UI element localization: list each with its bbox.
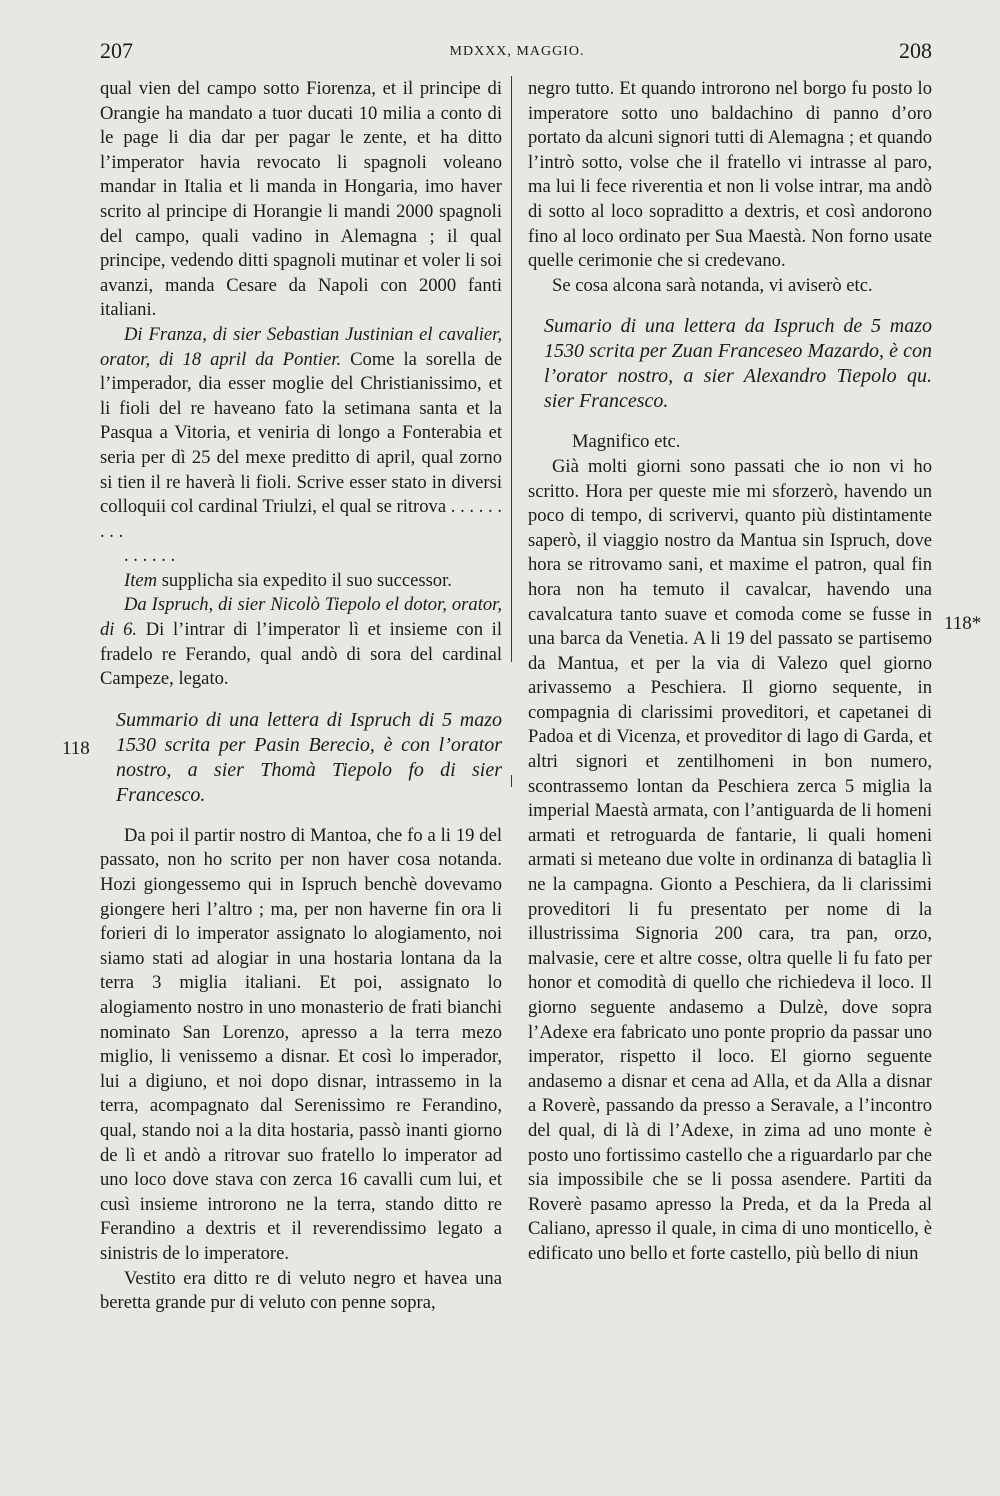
paragraph <box>100 569 502 594</box>
ellipsis-line: . . . . . . <box>124 545 176 567</box>
paragraph-text: Come la sorella de l’imperador, dia esser moglie del Christianissimo, et li fioli del re haveano fato la setimana santa et la Pasqua a Vitoria, et veniria di longo a Fonterabia et seria per dì 25 del mexe preditto di april, qual zorno si tien il re haverà li fioli. Scrive esser stato in diversi colloquii col cardinal Triulzi, el qual se ritrova . . . . . . . . . <box>100 348 502 542</box>
column-divider <box>511 76 512 662</box>
column-divider-mark <box>511 775 512 787</box>
paragraph: Già molti giorni sono passati che io non vi ho scritto. Hora per queste mie mi sforzerò, havendo un poco di tempo, di scrivervi, quanto più distintamente saperò, il viaggio nostro da Mantua sin Ispruch, dove hora se ritrovamo sani, et maxime el patron, qual fin hora non ha temuto il cavalcar, havendo una cavalcatura tanto suave et comoda come se fusse in una barca da Venetia. A li 19 del passato se partisemo da Mantua, et per la via di Valezo quel giorno arivassemo a Peschiera. Il giorno sequente, in compagnia di clarissimi proveditori, et capetanei di Padoa et di Vicenza, et proveditor di lago di Garda, et altri signori et zentilhomeni in bon numero, scontrassemo lontan da Peschiera zerca 5 miglia la imperial Maestà armata, con l’antiguarda de li homeni armati et retroguarda de fantarie, li quali homeni armati si meteano due volte in ordinanza di bataglia lì ne la campagna. Gionto a Peschiera, da li clarissimi proveditori li fu presentato per nome di la illustrissima Signoria 200 cara, tra pan, orzo, malvasie, cere et altre cosse, oltra quelle li fu fato per honor et comodità di quello che richiedeva il loco. Il giorno seguente andasemo a Dulzè, dove sopra l’Adexe era fabricato uno ponte proprio da passar uno imperator, rispetto il loco. El giorno seguente andasemo a disnar et cena ad Alla, et da Alla a disnar a Roverè, passando da presso a Seravale, a l’incontro del qual, di là di l’Adexe, in zima ad uno monte è posto uno fortissimo castello che a riguardarlo par che sia impossibile che se li possa asendere. Partiti da Roverè pasamo apresso la Preda, et da la Preda al Caliano, apresso il quale, in cima di uno monticello, è edificato uno bello et forte castello, più bello di niun <box>528 455 932 1264</box>
left-column <box>100 77 502 1316</box>
summary-heading: Summario di una lettera di Ispruch di 5 mazo 1530 scrita per Pasin Berecio, è con l’orator nostro, a sier Thomà Tiepolo fo di sier Francesco. <box>116 708 502 806</box>
paragraph: negro tutto. Et quando introrono nel borgo fu posto lo imperatore sotto uno baldachino di panno d’oro portato da alcuni signori tutti di Alemagna ; et quando l’intrò sotto, volse che il fratello vi intrasse al paro, ma lui li fece riverentia et non li volse intrar, ma andò di sotto al loco sopraditto a dextris, et così andorono fino al loco ordinato per Sua Maestà. Non forno usate quelle cerimonie che si credevano. <box>528 78 932 272</box>
right-column <box>528 77 932 1267</box>
italic-heading: Item <box>124 569 158 591</box>
margin-number-right: 118* <box>944 613 982 634</box>
margin-number-left: 118 <box>62 738 90 759</box>
running-title: MDXXX, MAGGIO. <box>449 44 585 59</box>
page-number-left: 207 <box>100 38 133 63</box>
paragraph: Vestito era ditto re di veluto negro et havea una beretta grande pur di veluto con penne sopra, <box>100 1267 502 1314</box>
summary-heading: Sumario di una lettera da Ispruch de 5 mazo 1530 scrita per Zuan Franceseo Mazardo, è con l’orator nostro, a sier Alexandro Tiepolo qu. sier Francesco. <box>544 315 932 413</box>
paragraph: Se cosa alcona sarà notanda, vi aviserò etc. <box>552 274 873 296</box>
paragraph: Da poi il partir nostro di Mantoa, che fo a li 19 del passato, non ho scrito per non haver cosa notanda. Hozi giongessemo qui in Ispruch benchè dovevamo giongere heri l’altro ; ma, per non haverne fin ora li forieri di lo imperator assignato lo alogiamento, noi siamo stati ad alogiar in una hostaria lontana da la terra 3 miglia italiani. Et poi, assignato lo alogiamento nostro in uno monasterio de frati bianchi nominato San Lorenzo, apresso a la terra mezo miglio, li venissemo a disnar. Et così lo imperador, lui a digiuno, et noi dopo disnar, intrassemo in la terra, acompagnato dal Serenissimo re Ferandino, qual, stando noi a la dita hostaria, passò inanti giorno de lì et andò a ritrovar suo fratello lo imperator ad uno loco dove stava con zerca 16 cavalli cum lui, et cusì insieme introrono ne la terra, stando ditto re Ferandino a dextris et il reverendissimo legato a sinistris de lo imperatore. <box>100 824 502 1264</box>
italic-heading: Da Ispruch, di sier Nicolò Tiepolo el dotor, orator, di 6. <box>100 594 502 641</box>
salutation: Magnifico etc. <box>572 431 681 453</box>
page-header <box>100 38 934 68</box>
paragraph <box>100 593 502 691</box>
paragraph <box>100 323 502 544</box>
italic-heading: Di Franza, di sier Sebastian Justinian el cavalier, orator, di 18 april da Pontier. <box>100 323 502 370</box>
paragraph-text: Di l’intrar di l’imperator lì et insieme con il fradelo re Ferando, qual andò di sora del cardinal Campeze, legato. <box>100 619 502 690</box>
paragraph: qual vien del campo sotto Fiorenza, et il principe di Orangie ha mandato a tuor ducati 10 milia a conto di le page li dia dar per pagar le zente, et ha ditto l’imperator havia revocato li spagnoli voleano mandar in Italia et li manda in Hongaria, imo haver scrito al principe di Horangie li mandi 2000 spagnoli del campo, quali vadino in Alemagna ; il qual principe, vedendo ditti spagnoli mutinar et voler li soi avanzi, manda Cesare da Napoli con 2000 fanti italiani. <box>100 78 502 321</box>
paragraph-text: supplicha sia expedito il suo successor. <box>157 569 452 591</box>
page-number-right: 208 <box>899 38 932 63</box>
